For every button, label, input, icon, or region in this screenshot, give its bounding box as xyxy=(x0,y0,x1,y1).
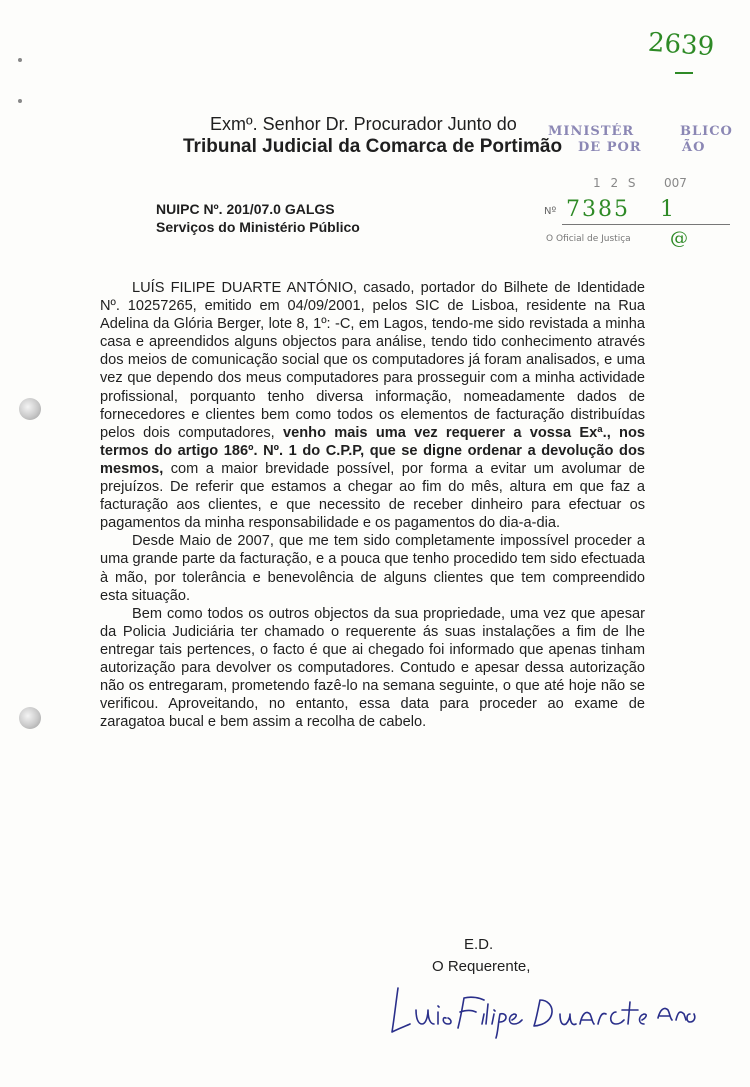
nuipc-reference: NUIPC Nº. 201/07.0 GALGS xyxy=(156,201,335,217)
stamp-number-suffix: 1 xyxy=(660,197,674,222)
paragraph-1 xyxy=(100,279,645,532)
punch-hole xyxy=(19,398,41,420)
closing-ed: E.D. xyxy=(464,936,494,953)
addressee-line-1: Exmº. Senhor Dr. Procurador Junto do xyxy=(210,114,517,134)
paragraph-3: Bem como todos os outros objectos da sua propriedade, uma vez que apesar da Policia Judiciária ter chamado o requerente ás suas instalações a fim de lhe entregar tais pertences, o facto é que ai chegado foi informado que apenas tinham autorização para devolver os computadores. Contudo e apesar dessa autorização não os entregaram, prometendo fazê-lo na semana seguinte, o que até hoje não se verificou. Aproveitando, no entanto, essa data para proceder ao exame de zaragatoa bucal e bem assim a recolha de cabelo. xyxy=(100,605,645,731)
stamp-number: 7385 xyxy=(566,197,630,222)
stamp-line-1-right: BLICO xyxy=(680,124,733,139)
margin-mark xyxy=(18,99,22,103)
stamp-oficial-label: O Oficial de Justiça xyxy=(546,234,631,244)
page-number: 2639 xyxy=(647,27,716,63)
stamp-underline xyxy=(562,224,730,225)
stamp-date-right: 007 xyxy=(664,176,687,190)
stamp-line-1-left: MINISTÉR xyxy=(548,124,635,139)
paragraph-2: Desde Maio de 2007, que me tem sido completamente impossível proceder a uma grande parte da facturação, e a pouca que tenho procedido tem sido efectuada à mão, por tolerância e benevolência de alguns clientes que tem compreendido esta situação. xyxy=(100,533,645,604)
services-reference: Serviços do Ministério Público xyxy=(156,219,360,235)
stamp-line-2-right: ÃO xyxy=(682,140,706,155)
paragraph-1-text-b: com a maior brevidade possível, por forma a evitar um avolumar de prejuízos. De referir que estamos a chegar ao fim do mês, altura em que faz a facturação aos clientes, e que necessito de receber dinheiro para efectuar os pagamentos da minha responsabilidade e os pagamentos do dia-a-dia. xyxy=(100,460,645,532)
stamp-rubric: @ xyxy=(670,228,688,249)
signature xyxy=(380,980,700,1040)
margin-mark xyxy=(18,58,22,62)
paragraph-1-request: venho mais uma vez requerer a vossa Exª., nos termos do artigo 186º. Nº. 1 do C.P.P, que se digne ordenar a devolução dos mesmos, xyxy=(100,424,646,477)
stamp-date-left: 1 2 S xyxy=(593,176,639,190)
paragraph-1-text-a: LUÍS FILIPE DUARTE ANTÓNIO, casado, portador do Bilhete de Identidade Nº. 10257265, emitido em 04/09/2001, pelos SIC de Lisboa, residente na Rua Adelina da Glória Berger, lote 8, 1º: -C, em Lagos, tendo-me sido revistada a minha casa e apreendidos alguns objectos para análise, tendo tido conhecimento através dos meios de comunicação social que os computadores já foram analisados, e uma vez que dependo dos meus computadores para prosseguir com a minha actividade profissional, porquanto tenho diversa informação, nomeadamente dados de fornecedores e clientes bem como todos os elementos de facturação distribuídas pelos dois computadores, xyxy=(100,280,645,441)
page-number-mark xyxy=(675,72,693,74)
letter-body xyxy=(100,279,645,731)
stamp-line-2-left: DE POR xyxy=(578,140,642,155)
closing-requerente: O Requerente, xyxy=(432,958,531,975)
addressee-line-2: Tribunal Judicial da Comarca de Portimão xyxy=(183,136,563,157)
stamp-number-label: Nº xyxy=(544,206,557,217)
punch-hole xyxy=(19,707,41,729)
